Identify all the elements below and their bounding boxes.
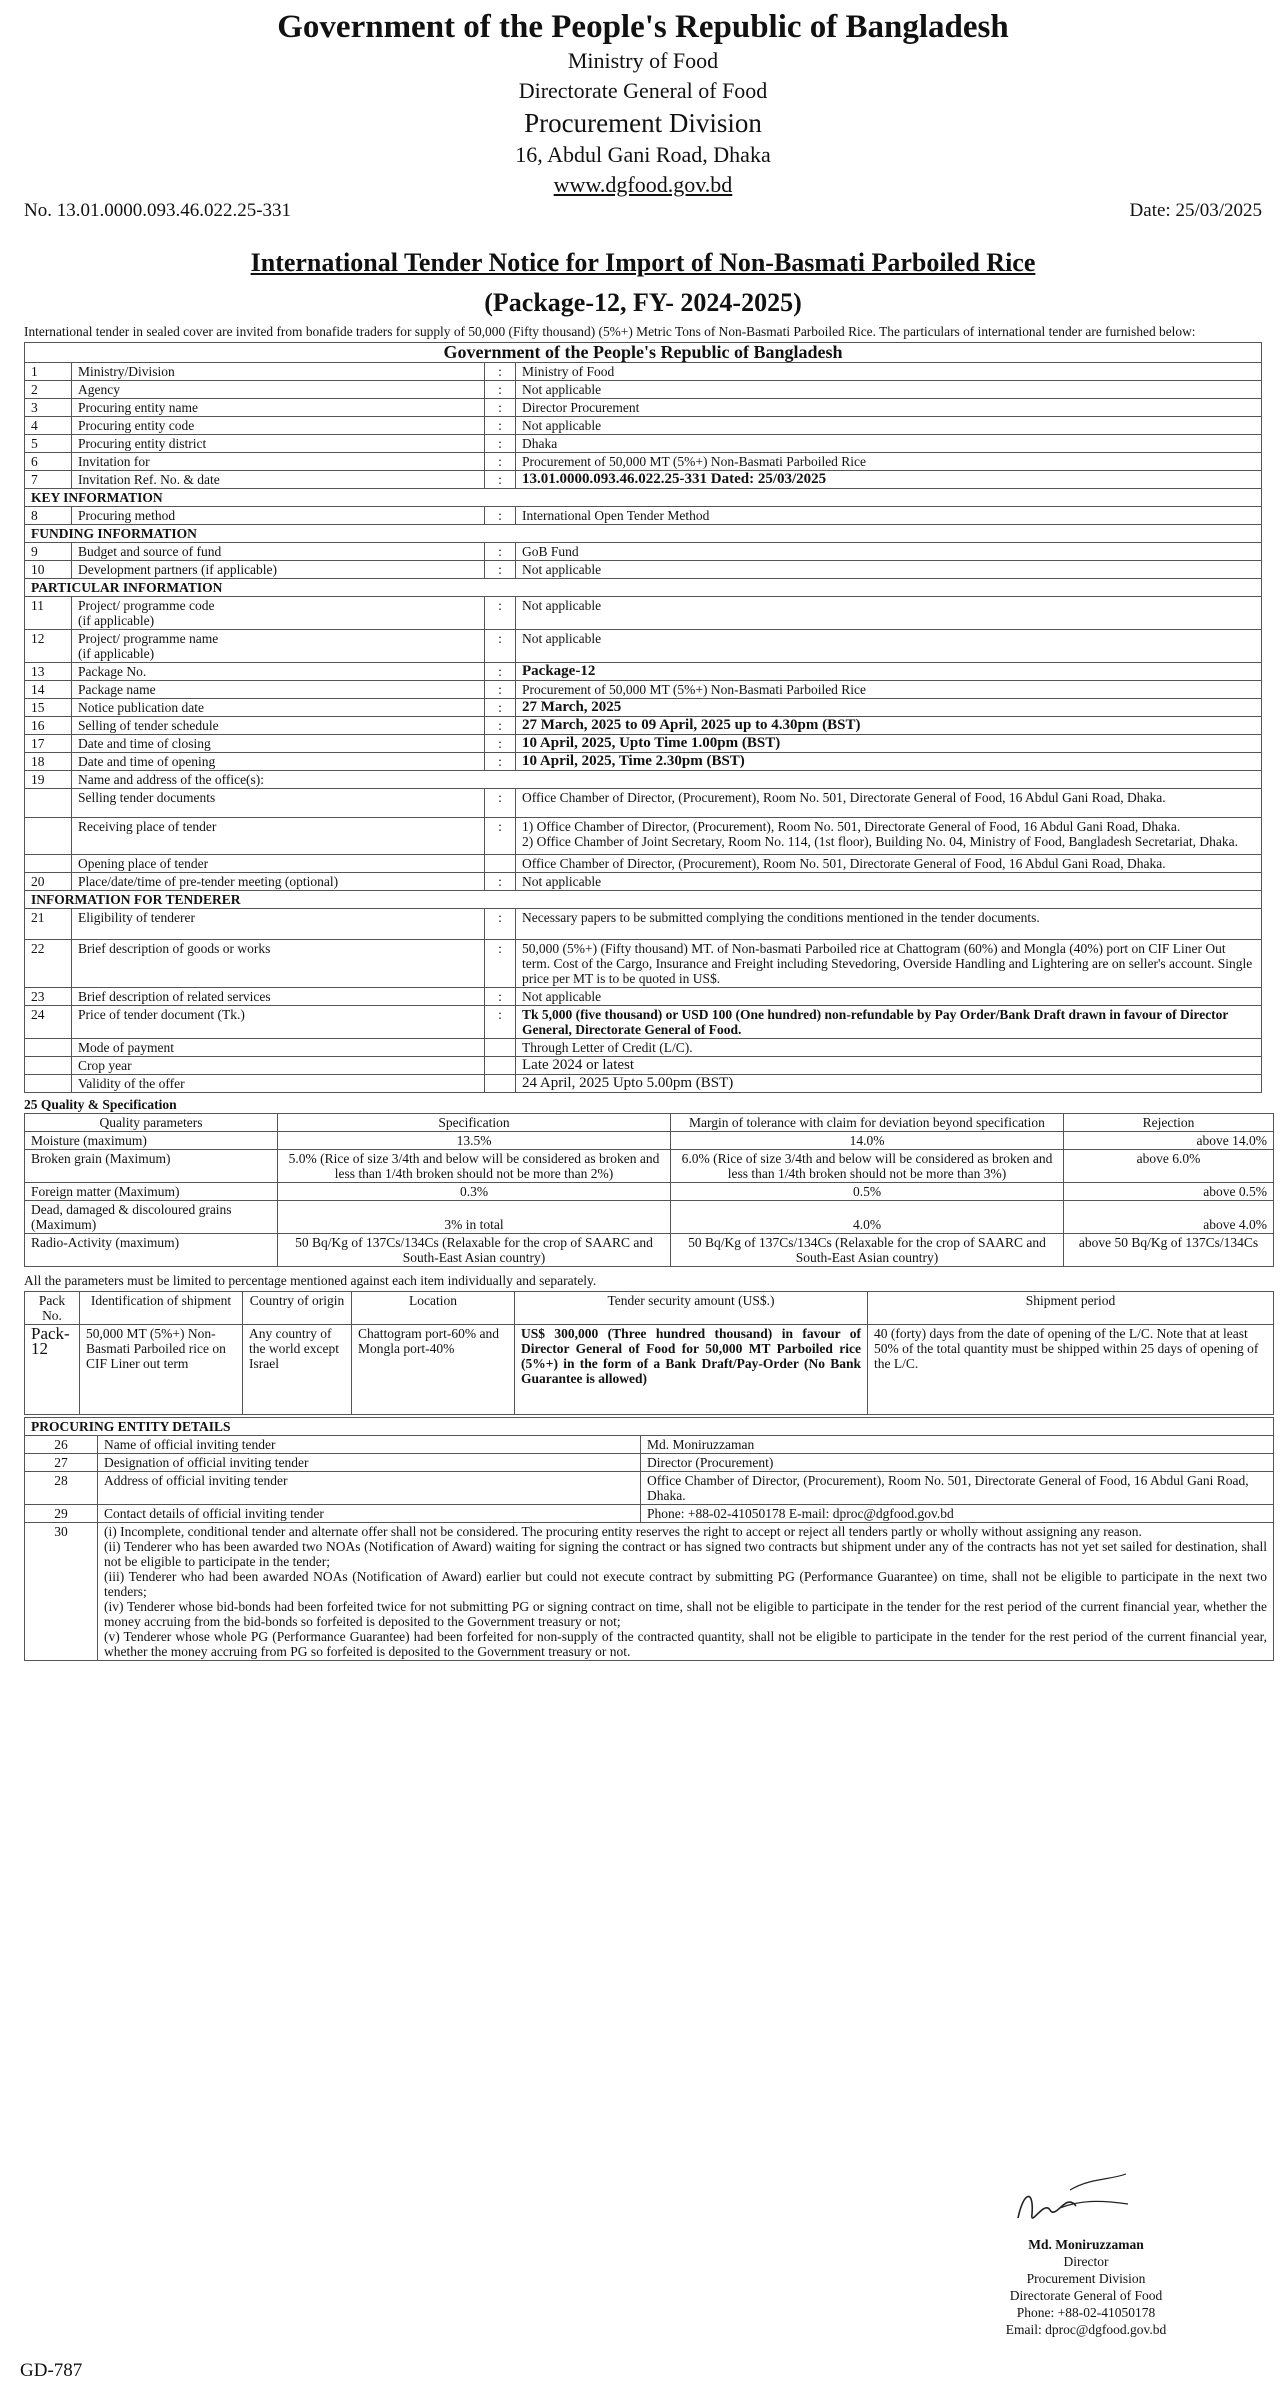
table-row: Radio-Activity (maximum) 50 Bq/Kg of 137Cs/134Cs (Relaxable for the crop of SAARC and South-East Asian country) 50 Bq/Kg of 137Cs/134Cs (Relaxable for the crop of SAARC and South-East Asian country) above 50 Bq/Kg of 137Cs/134Cs [25,1234,1274,1267]
table-row: Moisture (maximum) 13.5% 14.0% above 14.0% [25,1132,1274,1150]
table-row: 7 Invitation Ref. No. & date : 13.01.0000.093.46.022.25-331 Dated: 25/03/2025 [25,471,1262,489]
shipment-table: Pack No. Identification of shipment Country of origin Location Tender security amount (US$.) Shipment period Pack-12 50,000 MT (5%+) Non-Basmati Parboiled rice on CIF Liner out term Any country of the world except Israel Chattogram port-60% and Mongla port-40% US$ 300,000 (Three hundred thousand) in favour of Director General of Food for 50,000 MT Parboiled rice (5%+) in the form of a Bank Draft/Pay-Order (No Bank Guarantee is allowed) 40 (forty) days from the date of opening of the L/C. Note that at least 50% of the total quantity must be shipped within 25 days of opening of the L/C. [24,1291,1274,1415]
notice-date: Date: 25/03/2025 [1129,200,1262,221]
table-row: 16 Selling of tender schedule : 27 March, 2025 to 09 April, 2025 up to 4.30pm (BST) [25,717,1262,735]
signature-block: Md. Moniruzzaman Director Procurement Division Directorate General of Food Phone: +88-02-41050178 Email: dproc@dgfood.gov.bd [976,2236,1196,2338]
reference-line [24,200,1262,226]
section-heading: FUNDING INFORMATION [25,525,1262,543]
table-row: Receiving place of tender : 1) Office Chamber of Director, (Procurement), Room No. 501, Directorate General of Food, 16 Abdul Gani Road, Dhaka. 2) Office Chamber of Joint Secretary, Room No. 114, (1st floor), Building No. 04, Ministry of Food, Bangladesh Secretariat, Dhaka. [25,818,1262,855]
office-address: 16, Abdul Gani Road, Dhaka [515,142,771,167]
procuring-entity-title: PROCURING ENTITY DETAILS [25,1418,1274,1436]
table-row: 17 Date and time of closing : 10 April, 2025, Upto Time 1.00pm (BST) [25,735,1262,753]
table-row: 2 Agency : Not applicable [25,381,1262,399]
handwritten-signature [1010,2170,1140,2240]
table-row: 20 Place/date/time of pre-tender meeting (optional) : Not applicable [25,873,1262,891]
table-row: 28 Address of official inviting tender Office Chamber of Director, (Procurement), Room No. 501, Directorate General of Food, 16 Abdul Gani Road, Dhaka. [25,1472,1274,1505]
condition-4: (iv) Tenderer whose bid-bonds had been forfeited twice for not submitting PG or signing contract on time, shall not be eligible to participate in the tender for the rest period of the current financial year, whether the money accruing from the bid-bonds so forfeited is deposited to the Government treasury or not; [104,1599,1267,1629]
footer-code: GD-787 [20,2360,83,2381]
section-heading: PARTICULAR INFORMATION [25,579,1262,597]
condition-1: (i) Incomplete, conditional tender and alternate offer shall not be considered. The procuring entity reserves the right to accept or reject all tenders partly or wholly without assigning any reason. [104,1524,1142,1539]
table-row: Validity of the offer 24 April, 2025 Upto 5.00pm (BST) [25,1075,1262,1093]
signatory-name: Md. Moniruzzaman [1028,2237,1144,2252]
table-row: 23 Brief description of related services : Not applicable [25,988,1262,1006]
table-row: 26 Name of official inviting tender Md. Moniruzzaman [25,1436,1274,1454]
ministry-name: Ministry of Food [567,48,719,73]
table-row: 22 Brief description of goods or works : 50,000 (5%+) (Fifty thousand) MT. of Non-basmati Parboiled rice at Chattogram (60%) and Mongla (40%) port on CIF Liner Out term. Cost of the Cargo, Insurance and Freight including Stevedoring, Overside Handling and Lightering are on seller's account. Single price per MT is to be quoted in US$. [25,940,1262,988]
website-link[interactable]: www.dgfood.gov.bd [553,172,733,197]
table-row: Broken grain (Maximum) 5.0% (Rice of size 3/4th and below will be considered as broken and less than 1/4th broken should not be more than 2%) 6.0% (Rice of size 3/4th and below will be considered as broken and less than 1/4th broken should not be more than 3%) above 6.0% [25,1150,1274,1183]
table-row: 15 Notice publication date : 27 March, 2025 [25,699,1262,717]
table-row: 19 Name and address of the office(s): [25,771,1262,789]
table-row: 3 Procuring entity name : Director Procurement [25,399,1262,417]
table-row: 29 Contact details of official inviting tender Phone: +88-02-41050178 E-mail: dproc@dgfood.gov.bd [25,1505,1274,1523]
condition-2: (ii) Tenderer who has been awarded two NOAs (Notification of Award) waiting for signing the contract or has signed two contracts but shipment under any of the contracts has not yet set sailed for destination, shall not be eligible to participate in the tender; [104,1539,1267,1569]
intro-paragraph: International tender in sealed cover are invited from bonafide traders for supply of 50,000 (Fifty thousand) (5%+) Metric Tons of Non-Basmati Parboiled Rice. The particulars of international tender are furnished below: [24,324,1196,339]
table-row: 4 Procuring entity code : Not applicable [25,417,1262,435]
section-heading: INFORMATION FOR TENDERER [25,891,1262,909]
reference-number: No. 13.01.0000.093.46.022.25-331 [24,200,292,221]
quality-table: Quality parameters Specification Margin of tolerance with claim for deviation beyond specification Rejection Moisture (maximum) 13.5% 14.0% above 14.0% Broken grain (Maximum) 5.0% (Rice of size 3/4th and below will be considered as broken and less than 1/4th broken should not be more than 2%) 6.0% (Rice of size 3/4th and below will be considered as broken and less than 1/4th broken should not be more than 3%) above 6.0% Foreign matter (Maximum) 0.3% 0.5% above 0.5% Dead, damaged & discoloured grains (Maximum) 3% in total 4.0% above 4.0% Radio-Activity (maximum) 50 Bq/Kg of 137Cs/134Cs (Relaxable for the crop of SAARC and South-East Asian country) 50 Bq/Kg of 137Cs/134Cs (Relaxable for the crop of SAARC and South-East Asian country) above 50 Bq/Kg of 137Cs/134Cs [24,1113,1274,1267]
table-row: 6 Invitation for : Procurement of 50,000 MT (5%+) Non-Basmati Parboiled Rice [25,453,1262,471]
notice-subtitle: (Package-12, FY- 2024-2025) [484,288,802,317]
directorate-name: Directorate General of Food [518,78,768,103]
table-row: Foreign matter (Maximum) 0.3% 0.5% above 0.5% [25,1183,1274,1201]
condition-5: (v) Tenderer whose whole PG (Performance Guarantee) had been forfeited for non-supply of the contracted quantity, shall not be eligible to participate in the tender for the rest period of the current financial year, whether the money accruing from PG so forfeited is deposited to the Government treasury or not. [104,1629,1267,1659]
table-row: 9 Budget and source of fund : GoB Fund [25,543,1262,561]
table-row: Crop year Late 2024 or latest [25,1057,1262,1075]
table-row: 5 Procuring entity district : Dhaka [25,435,1262,453]
tender-particulars-table [24,342,1262,1093]
table-row: 24 Price of tender document (Tk.) : Tk 5,000 (five thousand) or USD 100 (One hundred) non-refundable by Pay Order/Bank Draft drawn in favour of Director General, Directorate General of Food. [25,1006,1262,1039]
table-row: 18 Date and time of opening : 10 April, 2025, Time 2.30pm (BST) [25,753,1262,771]
table-row: Pack-12 50,000 MT (5%+) Non-Basmati Parboiled rice on CIF Liner out term Any country of the world except Israel Chattogram port-60% and Mongla port-40% US$ 300,000 (Three hundred thousand) in favour of Director General of Food for 50,000 MT Parboiled rice (5%+) in the form of a Bank Draft/Pay-Order (No Bank Guarantee is allowed) 40 (forty) days from the date of opening of the L/C. Note that at least 50% of the total quantity must be shipped within 25 days of opening of the L/C. [25,1325,1274,1415]
quality-title: 25 Quality & Specification [24,1097,177,1112]
quality-note: All the parameters must be limited to percentage mentioned against each item individually and separately. [24,1273,597,1288]
division-name: Procurement Division [524,108,762,138]
table-row: Dead, damaged & discoloured grains (Maximum) 3% in total 4.0% above 4.0% [25,1201,1274,1234]
table-row: 1 Ministry/Division : Ministry of Food [25,363,1262,381]
table-row: 11 Project/ programme code (if applicable) : Not applicable [25,597,1262,630]
table-row: 13 Package No. : Package-12 [25,663,1262,681]
procuring-entity-table [24,1417,1274,1661]
email-link[interactable]: Email: dproc@dgfood.gov.bd [1005,2322,1167,2337]
table-row: 10 Development partners (if applicable) : Not applicable [25,561,1262,579]
table-row: 8 Procuring method : International Open Tender Method [25,507,1262,525]
section-heading: KEY INFORMATION [25,489,1262,507]
table-row: 21 Eligibility of tenderer : Necessary papers to be submitted complying the conditions mentioned in the tender documents. [25,909,1262,940]
table-row: 30 (i) Incomplete, conditional tender and alternate offer shall not be considered. The procuring entity reserves the right to accept or reject all tenders partly or wholly without assigning any reason. (ii) Tenderer who has been awarded two NOAs (Notification of Award) waiting for signing the contract or has signed two contracts but shipment under any of the contracts has not yet set sailed for destination, shall not be eligible to participate in the tender; (iii) Tenderer who had been awarded NOAs (Notification of Award) earlier but could not execute contract by submitting PG (Performance Guarantee) on time, shall not be eligible to participate in the next two tenders; (iv) Tenderer whose bid-bonds had been forfeited twice for not submitting PG or signing contract on time, shall not be eligible to participate in the tender for the rest period of the current financial year, whether the money accruing from the bid-bonds so forfeited is deposited to the Government treasury or not; (v) Tenderer whose whole PG (Performance Guarantee) had been forfeited for non-supply of the contracted quantity, shall not be eligible to participate in the tender for the rest period of the current financial year, whether the money accruing from PG so forfeited is deposited to the Government treasury or not. [25,1523,1274,1661]
notice-title: International Tender Notice for Import of Non-Basmati Parboiled Rice [250,248,1036,277]
condition-3: (iii) Tenderer who had been awarded NOAs (Notification of Award) earlier but could not execute contract by submitting PG (Performance Guarantee) on time, shall not be eligible to participate in the next two tenders; [104,1569,1267,1599]
table-row: Opening place of tender Office Chamber of Director, (Procurement), Room No. 501, Directorate General of Food, 16 Abdul Gani Road, Dhaka. [25,855,1262,873]
govt-title: Government of the People's Republic of Bangladesh [277,9,1009,45]
table-row: Mode of payment Through Letter of Credit (L/C). [25,1039,1262,1057]
table-row: 27 Designation of official inviting tender Director (Procurement) [25,1454,1274,1472]
table-row: 14 Package name : Procurement of 50,000 MT (5%+) Non-Basmati Parboiled Rice [25,681,1262,699]
table-heading: Government of the People's Republic of Bangladesh [25,343,1262,363]
letterhead [0,8,1286,200]
table-row: 12 Project/ programme name (if applicable) : Not applicable [25,630,1262,663]
table-row: Selling tender documents : Office Chamber of Director, (Procurement), Room No. 501, Directorate General of Food, 16 Abdul Gani Road, Dhaka. [25,789,1262,818]
